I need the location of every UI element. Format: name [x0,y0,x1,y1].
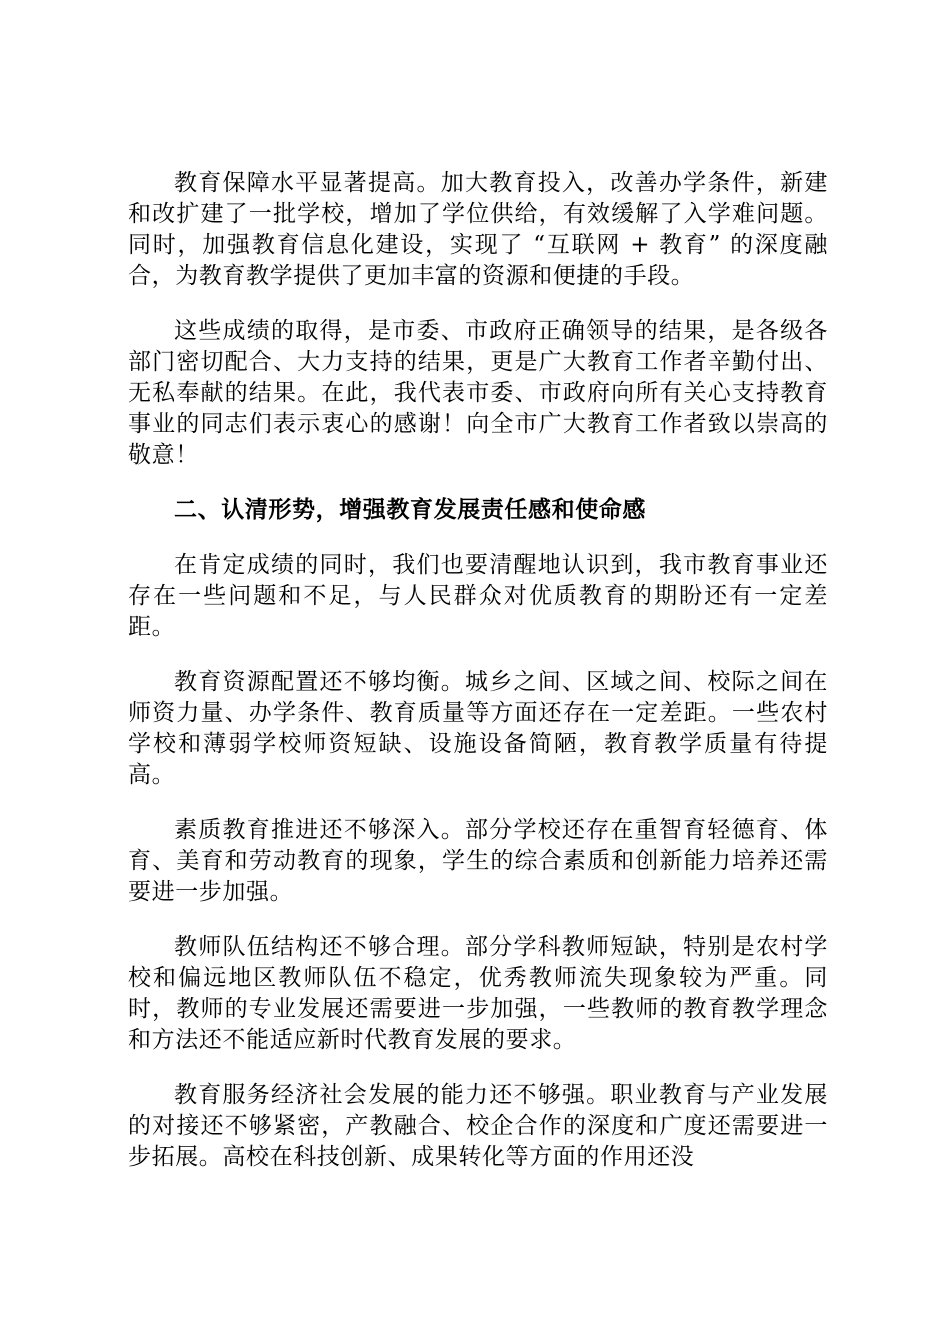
paragraph-quality-education: 素质教育推进还不够深入。部分学校还存在重智育轻德育、体育、美育和劳动教育的现象，学生的综合素质和创新能力培养还需要进一步加强。 [128,817,828,905]
section-heading: 二、认清形势，增强教育发展责任感和使命感 [174,497,646,523]
document-body [128,168,828,1197]
paragraph-service-capacity: 教育服务经济社会发展的能力还不够强。职业教育与产业发展的对接还不够紧密，产教融合、校企合作的深度和广度还需要进一步拓展。高校在科技创新、成果转化等方面的作用还没 [128,1082,828,1170]
paragraph-problems-intro: 在肯定成绩的同时，我们也要清醒地认识到，我市教育事业还存在一些问题和不足，与人民群众对优质教育的期盼还有一定差距。 [128,552,828,640]
paragraph-education-guarantee: 教育保障水平显著提高。加大教育投入，改善办学条件，新建和改扩建了一批学校，增加了学位供给，有效缓解了入学难问题。同时，加强教育信息化建设，实现了 “互联网 + 教育” 的深度融合，为教育教学提供了更加丰富的资源和便捷的手段。 [128,170,828,289]
paragraph-resource-balance: 教育资源配置还不够均衡。城乡之间、区域之间、校际之间在师资力量、办学条件、教育质量等方面还存在一定差距。一些农村学校和薄弱学校师资短缺、设施设备简陋，教育教学质量有待提高。 [128,669,828,788]
paragraph-teacher-structure: 教师队伍结构还不够合理。部分学科教师短缺，特别是农村学校和偏远地区教师队伍不稳定，优秀教师流失现象较为严重。同时，教师的专业发展还需要进一步加强，一些教师的教育教学理念和方法还不能适应新时代教育发展的要求。 [128,934,828,1053]
paragraph-achievements-thanks: 这些成绩的取得，是市委、市政府正确领导的结果，是各级各部门密切配合、大力支持的结果，更是广大教育工作者辛勤付出、无私奉献的结果。在此，我代表市委、市政府向所有关心支持教育事业的同志们表示衷心的感谢！向全市广大教育工作者致以崇高的敬意！ [128,318,828,468]
